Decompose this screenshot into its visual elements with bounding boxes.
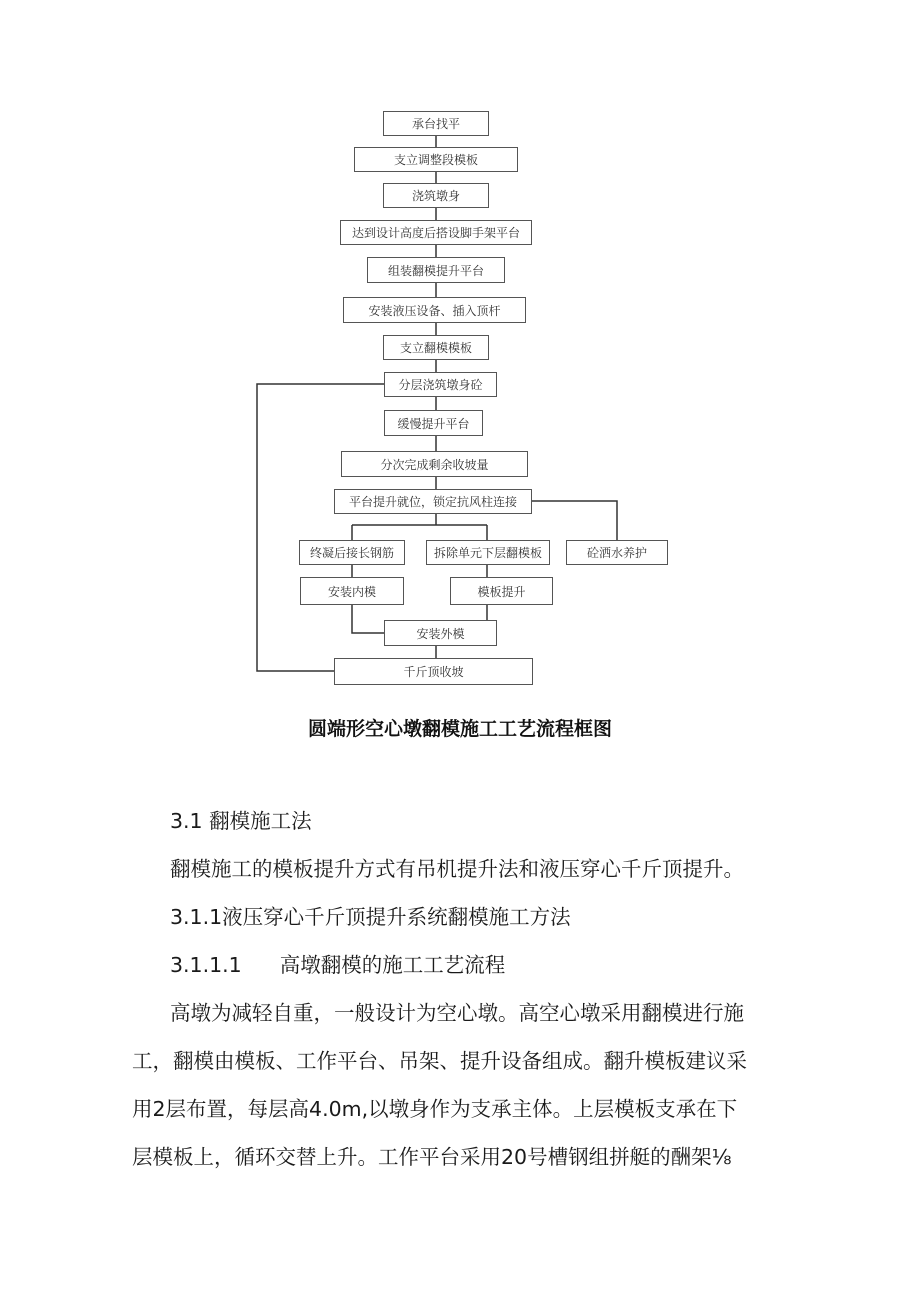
- flow-step-2: 支立调整段模板: [354, 147, 518, 172]
- flow-step-12: 终凝后接长钢筋: [299, 540, 405, 565]
- section-3-1-1-heading: [170, 900, 571, 930]
- flow-step-15: 安装内模: [300, 577, 404, 605]
- paragraph-line-1: 高墩为减轻自重，一般设计为空心墩。高空心墩采用翻模进行施: [170, 1001, 744, 1025]
- paragraph-line-4: 层模板上，循环交替上升。工作平台采用20号槽钢组拼艇的酬架⅛: [132, 1145, 732, 1169]
- section-number: 3.1: [170, 809, 203, 833]
- section-3-1-text: 翻模施工的模板提升方式有吊机提升法和液压穿心千斤顶提升。: [170, 857, 744, 881]
- section-3-1-heading: [170, 804, 312, 834]
- flow-step-8: 分层浇筑墩身砼: [384, 372, 497, 397]
- flow-step-9: 缓慢提升平台: [384, 410, 483, 436]
- section-title: 液压穿心千斤顶提升系统翻模施工方法: [222, 905, 571, 929]
- section-title: 翻模施工法: [209, 809, 312, 833]
- flow-step-4: 达到设计高度后搭设脚手架平台: [340, 220, 532, 245]
- flow-step-10: 分次完成剩余收坡量: [341, 451, 528, 477]
- paragraph-line-2: 工，翻模由模板、工作平台、吊架、提升设备组成。翻升模板建议采: [132, 1049, 747, 1073]
- flow-step-18: 千斤顶收坡: [334, 658, 533, 685]
- flow-step-17: 安装外模: [384, 620, 497, 646]
- section-number: 3.1.1: [170, 905, 223, 929]
- flow-step-11: 平台提升就位，锁定抗风柱连接: [334, 489, 532, 514]
- paragraph-line-3: 用2层布置，每层高4.0m,以墩身作为支承主体。上层模板支承在下: [132, 1097, 738, 1121]
- flow-step-6: 安装液压设备、插入顶杆: [343, 297, 526, 323]
- flow-step-1: 承台找平: [383, 111, 489, 136]
- flow-step-7: 支立翻模模板: [383, 335, 489, 360]
- flow-step-5: 组装翻模提升平台: [367, 257, 505, 283]
- section-number: 3.1.1.1: [170, 953, 242, 977]
- flow-step-3: 浇筑墩身: [383, 183, 489, 208]
- flow-step-13: 拆除单元下层翻模板: [426, 540, 550, 565]
- section-title: 高墩翻模的施工工艺流程: [279, 953, 506, 977]
- flow-step-14: 砼洒水养护: [566, 540, 668, 565]
- flowchart-caption: 圆端形空心墩翻模施工工艺流程框图: [307, 718, 612, 740]
- section-3-1-1-1-heading: [170, 948, 505, 978]
- flow-step-16: 模板提升: [450, 577, 553, 605]
